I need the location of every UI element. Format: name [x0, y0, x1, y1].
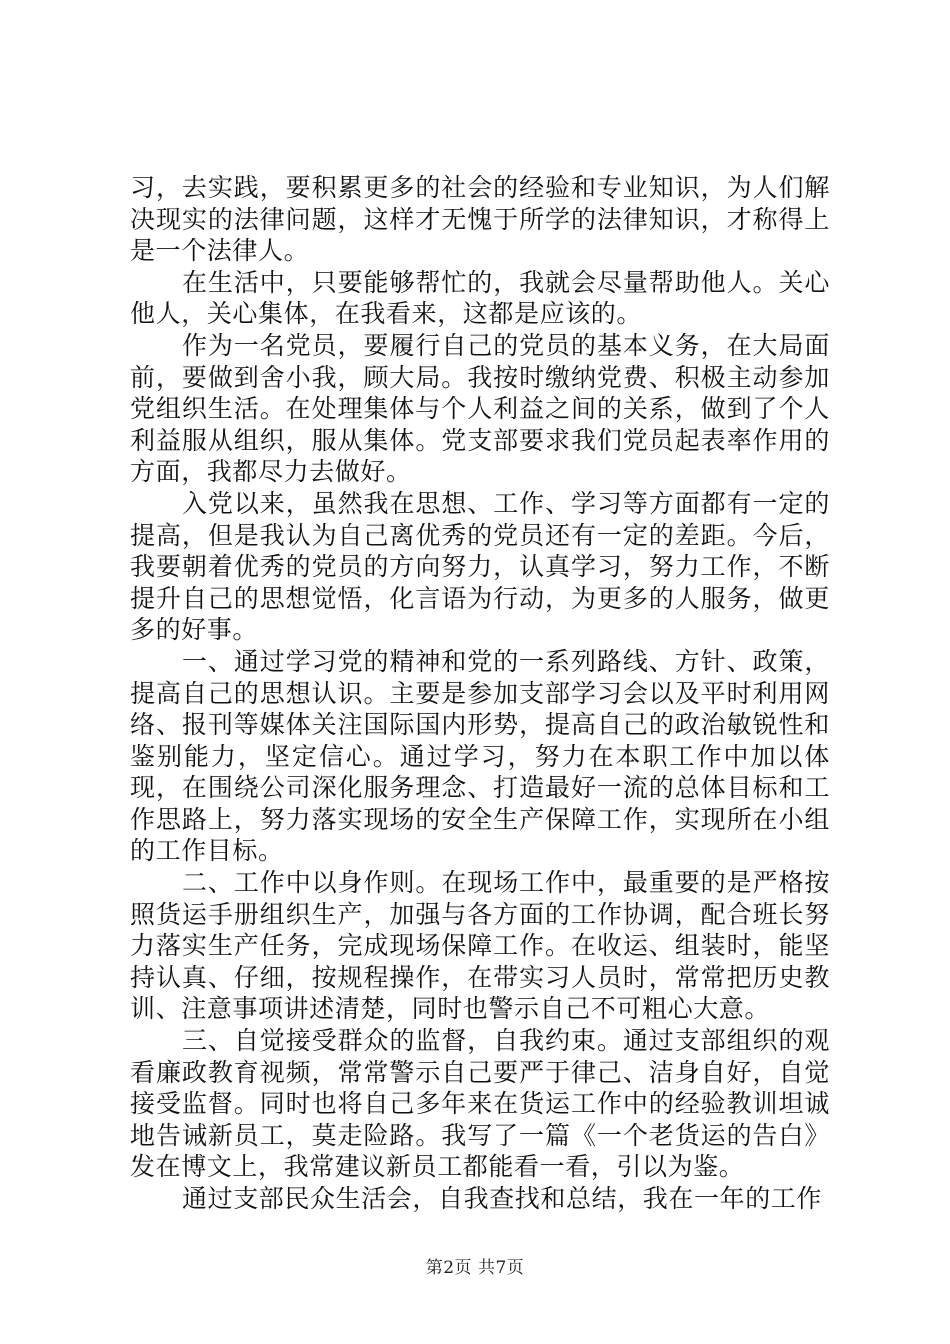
paragraph-7: 三、自觉接受群众的监督，自我约束。通过支部组织的观看廉政教育视频，常常警示自己要严于律己、洁身自好，自觉接受监督。同时也将自己多年来在货运工作中的经验教训坦诚地告诫新员工，莫走险路。我写了一篇《一个老货运的告白》发在博文上，我常建议新员工都能看一看，引以为鉴。: [130, 1026, 830, 1182]
paragraph-1: 习，去实践，要积累更多的社会的经验和专业知识，为人们解决现实的法律问题，这样才无愧于所学的法律知识，才称得上是一个法律人。: [130, 173, 830, 266]
paragraph-2: 在生活中，只要能够帮忙的，我就会尽量帮助他人。关心他人，关心集体，在我看来，这都是应该的。: [130, 267, 830, 329]
paragraph-8: 通过支部民众生活会，自我查找和总结，我在一年的工作: [182, 1184, 823, 1213]
page-number-footer: 第2页 共7页: [425, 1258, 525, 1278]
paragraph-3: 作为一名党员，要履行自己的党员的基本义务，在大局面前，要做到舍小我，顾大局。我按时缴纳党费、积极主动参加党组织生活。在处理集体与个人利益之间的关系，做到了个人利益服从组织，服从集体。党支部要求我们党员起表率作用的方面，我都尽力去做好。: [130, 330, 830, 487]
paragraph-4: 入党以来，虽然我在思想、工作、学习等方面都有一定的提高，但是我认为自己离优秀的党员还有一定的差距。今后，我要朝着优秀的党员的方向努力，认真学习，努力工作，不断提升自己的思想觉悟，化言语为行动，为更多的人服务，做更多的好事。: [130, 488, 830, 645]
document-body: [130, 172, 830, 1215]
paragraph-5: 一、通过学习党的精神和党的一系列路线、方针、政策，提高自己的思想认识。主要是参加支部学习会以及平时利用网络、报刊等媒体关注国际国内形势，提高自己的政治敏锐性和鉴别能力，坚定信心。通过学习，努力在本职工作中加以体现，在围绕公司深化服务理念、打造最好一流的总体目标和工作思路上，努力落实现场的安全生产保障工作，实现所在小组的工作目标。: [130, 646, 830, 866]
paragraph-6: 二、工作中以身作则。在现场工作中，最重要的是严格按照货运手册组织生产，加强与各方面的工作协调，配合班长努力落实生产任务，完成现场保障工作。在收运、组装时，能坚持认真、仔细，按规程操作，在带实习人员时，常常把历史教训、注意事项讲述清楚，同时也警示自己不可粗心大意。: [130, 868, 830, 1024]
